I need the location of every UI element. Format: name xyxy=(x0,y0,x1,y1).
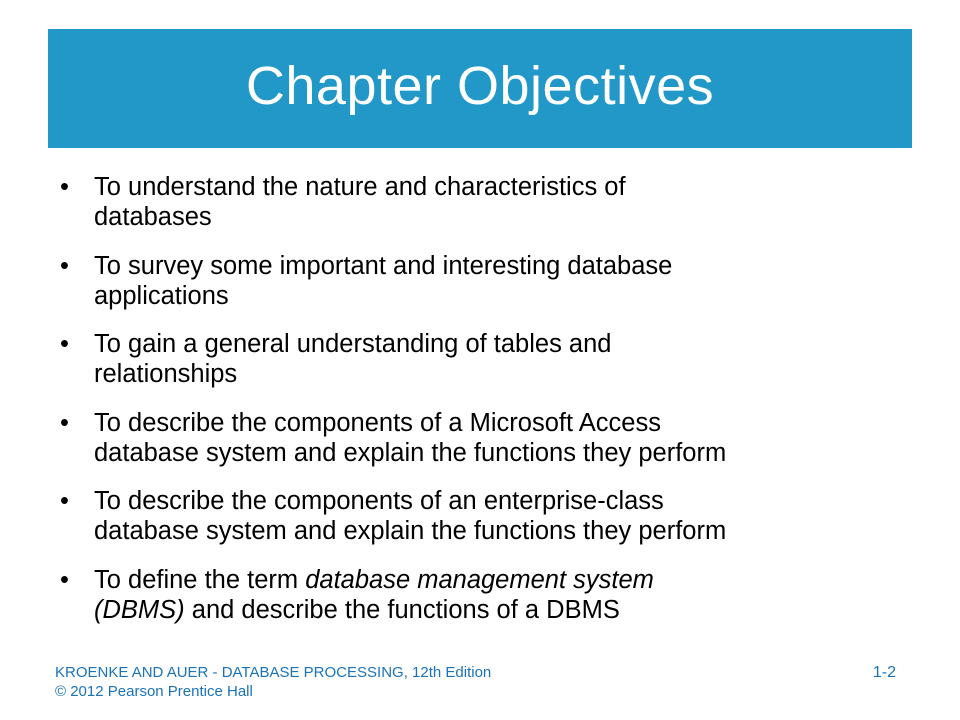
bullet-icon: • xyxy=(60,173,69,201)
footer-citation xyxy=(55,663,491,701)
list-item xyxy=(60,251,910,311)
bullet-line: To gain a general understanding of tables and xyxy=(94,330,612,358)
bullet-line: relationships xyxy=(94,360,238,388)
bullet-icon: • xyxy=(60,330,69,358)
bullet-line: and describe the functions of a DBMS xyxy=(184,595,620,624)
list-item xyxy=(60,565,910,625)
list-item xyxy=(60,329,910,389)
bullet-line: To define the term xyxy=(94,565,306,594)
list-item xyxy=(60,486,910,546)
bullet-line: To survey some important and interesting database xyxy=(94,251,673,280)
bullet-icon: • xyxy=(60,565,69,594)
bullet-emphasis: database management system xyxy=(305,565,654,594)
bullet-line: To understand the nature and characteristics of xyxy=(94,173,626,201)
footer-book-title: KROENKE AND AUER - DATABASE PROCESSING, 12th Edition xyxy=(55,664,492,681)
page-number: 1-2 xyxy=(872,664,896,681)
bullet-line: applications xyxy=(94,281,229,310)
bullet-line: To describe the components of an enterprise-class xyxy=(94,487,664,515)
list-item xyxy=(60,408,910,468)
title-bar xyxy=(48,29,912,148)
bullet-icon: • xyxy=(60,408,69,437)
bullet-line: database system and explain the functions they perform xyxy=(94,438,727,467)
bullet-icon: • xyxy=(60,251,69,280)
footer-copyright: © 2012 Pearson Prentice Hall xyxy=(55,683,253,700)
list-item xyxy=(60,172,910,232)
bullet-line: databases xyxy=(94,203,212,231)
bullet-line: database system and explain the functions they perform xyxy=(94,517,727,545)
objectives-list xyxy=(60,172,910,643)
bullet-line: To describe the components of a Microsoft Access xyxy=(94,408,661,437)
bullet-icon: • xyxy=(60,487,69,515)
bullet-emphasis: (DBMS) xyxy=(94,595,185,624)
slide-title: Chapter Objectives xyxy=(245,55,715,116)
